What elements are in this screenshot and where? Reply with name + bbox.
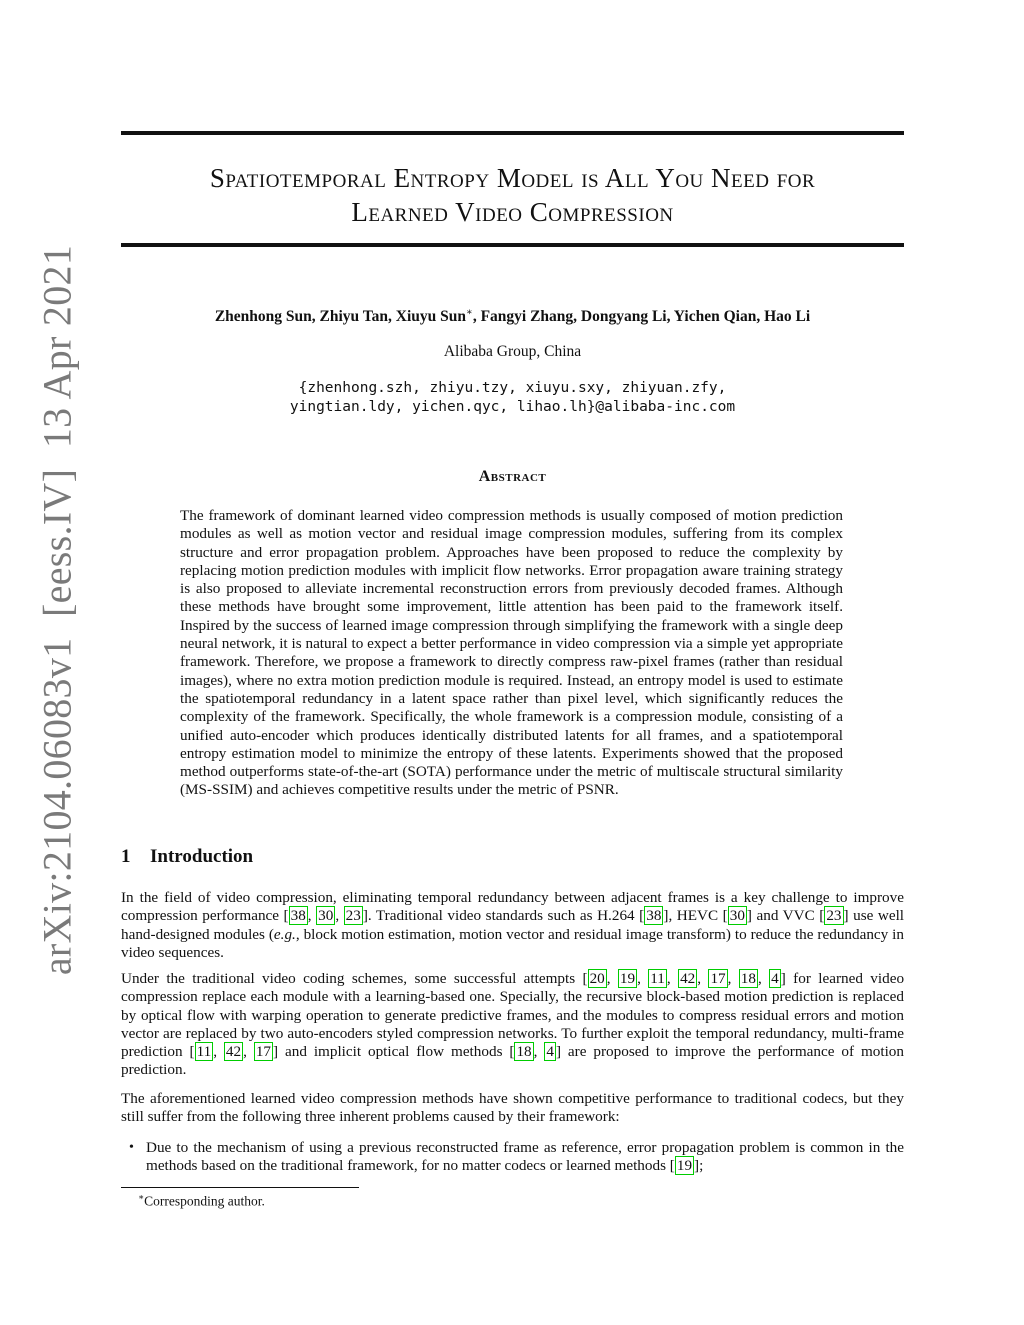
- arxiv-identifier-stamp: arXiv:2104.06083v1 [eess.IV] 13 Apr 2021: [34, 244, 80, 976]
- citation-link[interactable]: 23: [345, 907, 361, 925]
- citation-link[interactable]: 18: [740, 970, 756, 987]
- citation-link[interactable]: 19: [676, 1157, 693, 1175]
- paper-title-line-1: Spatiotemporal Entropy Model is All You Need for: [209, 163, 816, 193]
- intro-paragraph-2: Under the traditional video coding schemes, some successful attempts [ 20 , 19 , 11 , 42 , 17 , 18 , 4 ] for learned video compression replace each module with a learning-based one. Specially, the recursive block-based motion prediction is replaced by optical flow with warping operation to generate predictive frames, and the modules to compress residual errors and motion vector are replaced by two auto-encoders styled compression networks. To further exploit the temporal redundancy, multi-frame prediction [ 11 , 42 , 17 ] and implicit optical flow methods [ 18 , 4 ] are proposed to improve the performance of motion prediction.: [121, 970, 905, 1079]
- authors-part-1: Zhenhong Sun, Zhiyu Tan, Xiuyu Sun: [214, 308, 467, 326]
- section-heading-introduction: [121, 846, 253, 868]
- citation-link[interactable]: 42: [225, 1043, 242, 1061]
- citation-link[interactable]: 38: [646, 907, 662, 925]
- citation-link[interactable]: 18: [516, 1043, 532, 1061]
- paper-title-line-2: Learned Video Compression: [351, 197, 674, 227]
- authors-part-2: , Fangyi Zhang, Dongyang Li, Yichen Qian, Hao Li: [472, 308, 811, 326]
- citation-link[interactable]: 11: [650, 970, 665, 987]
- bullet-item: [121, 1139, 904, 1176]
- footnote-rule: [121, 1187, 359, 1188]
- intro-paragraph-1: In the field of video compression, eliminating temporal redundancy between adjacent frames is a key challenge to improve compression performance [ 38 , 30 , 23 ]. Traditional video standards such as H.264 [ 38 ], HEVC [ 30 ] and VVC [ 23 ] use well hand-designed modules (e.g., block motion estimation, motion vector and residual image transform) to reduce the redundancy in video sequences.: [121, 889, 905, 961]
- email-line-2: yingtian.ldy, yichen.qyc, lihao.lh}@alibaba-inc.com: [289, 399, 736, 415]
- title-bottom-rule: [121, 243, 904, 247]
- intro-paragraph-3: The aforementioned learned video compression methods have shown competitive performance to traditional codecs, but they still suffer from the following three inherent problems caused by their framework:: [121, 1090, 904, 1126]
- abstract-body: The framework of dominant learned video compression methods is usually composed of motion prediction modules as well as motion vector and residual image compression modules, suffering from its complex structure and error propagation problem. Approaches have been proposed to reduce the complexity by replacing motion prediction modules with implicit flow networks. Error propagation aware training strategy is also proposed to alleviate incremental reconstruction errors from previously decoded frames. Although these methods have brought some improvement, little attention has been paid to the framework itself. Inspired by the success of learned image compression through simplifying the framework with a single deep neural network, it is natural to expect a better performance in video compression via a simple yet appropriate framework. Therefore, we propose a framework to directly compress raw-pixel frames (rather than residual images), where no extra motion prediction module is required. Instead, an entropy model is used to estimate the spatiotemporal redundancy in a latent space rather than pixel level, which significantly reduces the complexity of the framework. Specifically, the whole framework is a compression module, consisting of a unified auto-encoder which produces identically distributed latents for all frames, and a spatiotemporal entropy estimation model to minimize the entropy of these latents. Experiments showed that the proposed method outperforms state-of-the-art (SOTA) performance under the metric of multiscale structural similarity (MS-SSIM) and achieves competitive results under the metric of PSNR.: [180, 507, 843, 799]
- citation-link[interactable]: 42: [680, 970, 696, 987]
- section-title: Introduction: [150, 846, 254, 867]
- citation-link[interactable]: 23: [826, 907, 842, 925]
- citation-link[interactable]: 4: [771, 970, 779, 987]
- citation-link[interactable]: 30: [318, 907, 334, 925]
- bullet-text: Due to the mechanism of using a previous reconstructed frame as reference, error propagation problem is common in the methods based on the traditional framework, for no matter codecs or learned methods [ 19 ];: [146, 1139, 904, 1175]
- bullet-marker: •: [129, 1140, 134, 1155]
- citation-link[interactable]: 20: [589, 970, 605, 987]
- abstract-heading: Abstract: [478, 468, 547, 485]
- citation-link[interactable]: 11: [196, 1043, 212, 1061]
- footnote-text: Corresponding author.: [144, 1193, 265, 1209]
- citation-link[interactable]: 30: [729, 907, 745, 925]
- citation-link[interactable]: 4: [546, 1043, 554, 1061]
- corresponding-author-mark: ∗: [466, 307, 473, 318]
- citation-link[interactable]: 38: [290, 907, 306, 925]
- author-list: [121, 307, 904, 326]
- affiliation: Alibaba Group, China: [443, 343, 582, 360]
- citation-link[interactable]: 17: [255, 1043, 271, 1061]
- citation-link[interactable]: 19: [619, 970, 636, 987]
- citation-link[interactable]: 17: [710, 970, 726, 987]
- title-top-rule: [121, 131, 904, 135]
- section-number: 1: [121, 846, 131, 867]
- footnote-mark: ∗: [138, 1192, 145, 1202]
- footnote: [138, 1192, 265, 1210]
- email-line-1: {zhenhong.szh, zhiyu.tzy, xiuyu.sxy, zhiyuan.zfy,: [298, 380, 727, 396]
